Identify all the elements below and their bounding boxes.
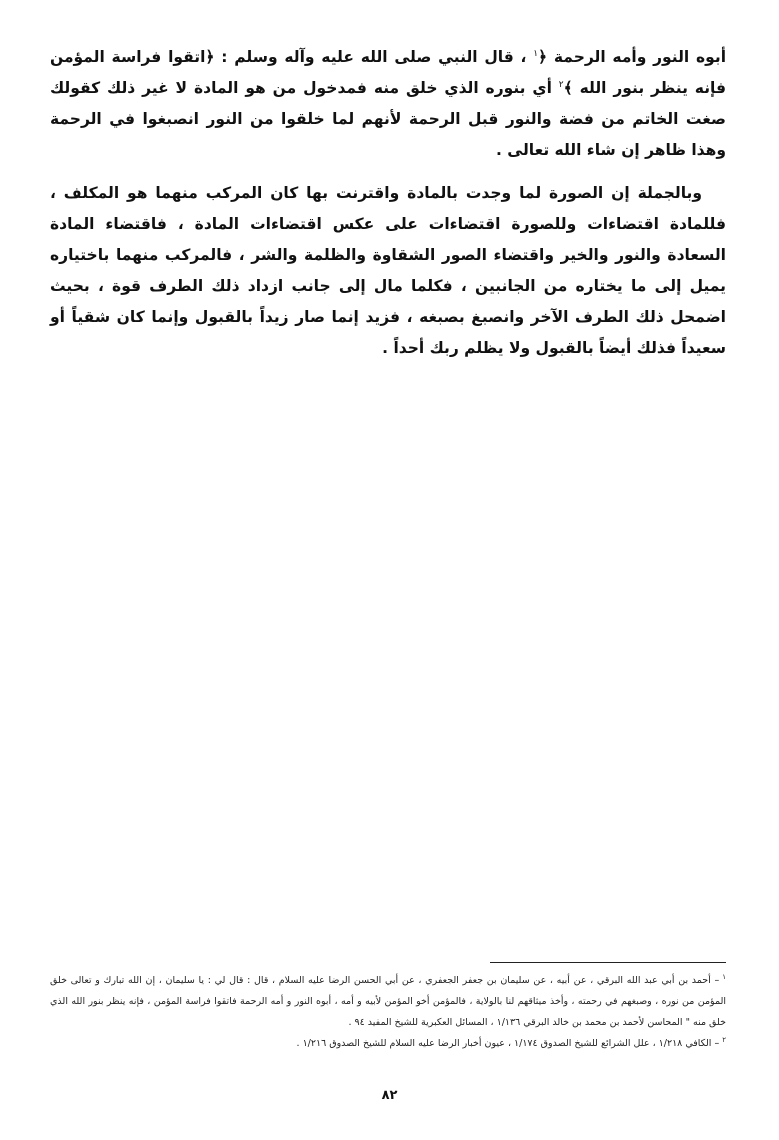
main-text	[50, 42, 726, 364]
footnote-text-1: – أحمد بن أبي عبد الله البرقي ، عن أبيه ، عن سليمان بن جعفر الجعفري ، عن أبي الحسن الرضا عليه السلام ، قال : قال لي : يا سليمان ، إن الله تبارك و تعالى خلق المؤمن من نوره ، وصبغهم في رحمته ، وأخذ ميثاقهم لنا بالولاية ، فالمؤمن أخو المؤمن لأبيه و أمه ، أبوه النور و أمه الرحمة فاتقوا فراسة المؤمن ، فإنه ينظر بنور الله الذي خلق منه " المحاسن لأحمد بن محمد بن خالد البرقي ١/١٣٦ ، المسائل العكبرية للشيخ المفيد ٩٤ .	[50, 975, 726, 1028]
footnote-separator	[490, 962, 726, 963]
hadith-bracket-close: ﴾	[563, 79, 573, 97]
footnote-reference-1[interactable]: ١	[533, 48, 539, 59]
footnote-2	[50, 1033, 726, 1054]
paragraph-1-part-4: أي بنوره الذي خلق منه فمدخول من هو المادة لا غير ذلك كقولك صغت الخاتم من فضة والنور قبل الرحمة لأنهم لما خلقوا من النور انصبغوا في الرحمة وهذا ظاهر إن شاء الله تعالى .	[50, 79, 726, 159]
paragraph-1-part-2: ، قال النبي صلى الله عليه وآله وسلم :	[214, 48, 534, 66]
paragraph-1	[50, 42, 726, 166]
quote-bracket-open: ﴿	[538, 48, 548, 66]
paragraph-1-part-1: أبوه النور وأمه الرحمة	[547, 48, 727, 66]
footnote-text-2: – الكافي ١/٢١٨ ، علل الشرائع للشيخ الصدوق ١/١٧٤ ، عيون أخبار الرضا عليه السلام للشيخ الصدوق ١/٢١٦ .	[296, 1038, 720, 1049]
page-number: ٨٢	[381, 1088, 398, 1103]
footnote-reference-2[interactable]: ٢	[558, 79, 564, 90]
hadith-bracket-open: ﴿	[205, 48, 215, 66]
footnote-number-2: ٢	[722, 1035, 726, 1044]
hadith-quote: اتقوا فراسة المؤمن فإنه ينظر بنور الله	[50, 48, 727, 97]
footnote-1	[50, 970, 726, 1033]
paragraph-2: وبالجملة إن الصورة لما وجدت بالمادة واقترنت بها كان المركب منهما هو المكلف ، فللمادة اقتضاءات وللصورة اقتضاءات على عكس اقتضاءات المادة ، فاقتضاء المادة السعادة والنور والخير واقتضاء الصور الشقاوة والظلمة والشر ، فالمركب منهما باختياره يميل إلى ما يختاره من الجانبين ، فكلما مال إلى جانب ازداد ذلك الطرف قوة ، بحيث اضمحل ذلك الطرف الآخر وانصبغ بصبغه ، فزيد إنما صار زيداً بالقبول وإنما كان شقياً أو سعيداً فذلك أيضاً بالقبول ولا يظلم ربك أحداً .	[50, 184, 726, 357]
footnotes	[50, 970, 726, 1054]
footnote-number-1: ١	[722, 972, 726, 981]
